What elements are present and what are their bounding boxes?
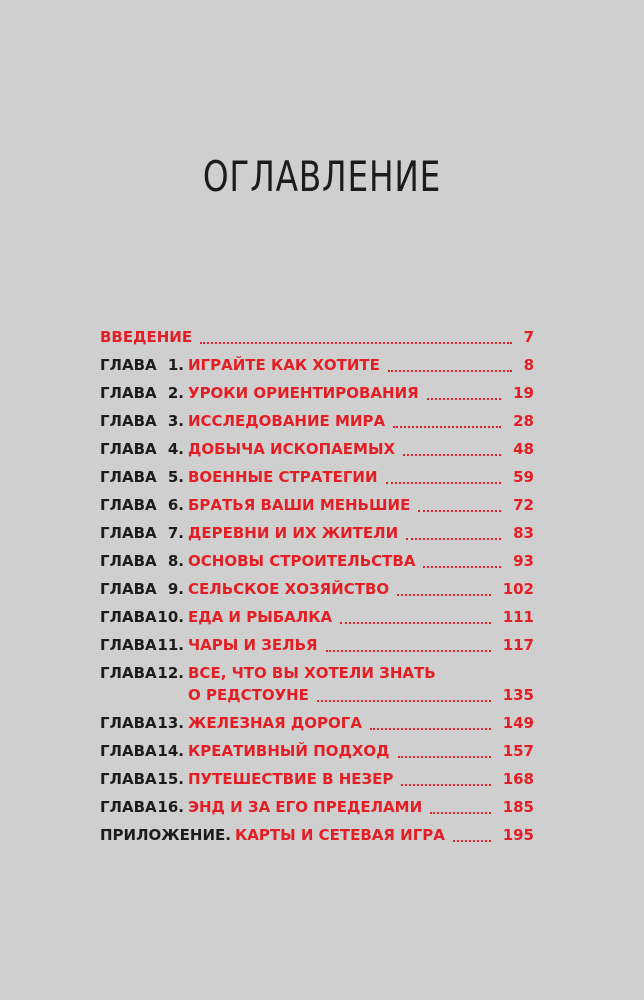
page-number: 83 <box>513 524 534 542</box>
page-number: 168 <box>502 770 534 788</box>
page-number: 149 <box>502 714 534 732</box>
chapter-label: ГЛАВА <box>100 664 157 682</box>
entry-title: ЭНД И ЗА ЕГО ПРЕДЕЛАМИ <box>188 798 423 816</box>
chapter-label: ГЛАВА <box>100 552 157 570</box>
chapter-label: ГЛАВА <box>100 770 157 788</box>
page-number: 185 <box>502 798 534 816</box>
chapter-label: ГЛАВА <box>100 384 157 402</box>
entry-title: ВОЕННЫЕ СТРАТЕГИИ <box>188 468 378 486</box>
toc-entry-chapter-12-cont[interactable] <box>100 683 534 707</box>
page-number: 102 <box>502 580 534 598</box>
entry-title: БРАТЬЯ ВАШИ МЕНЬШИЕ <box>188 496 411 514</box>
chapter-number: 2. <box>167 384 184 402</box>
entry-title: ДОБЫЧА ИСКОПАЕМЫХ <box>188 440 396 458</box>
toc-entry-chapter-12[interactable] <box>100 661 534 685</box>
appendix-label: ПРИЛОЖЕНИЕ. <box>100 826 231 844</box>
page-number: 93 <box>513 552 534 570</box>
chapter-label: ГЛАВА <box>100 524 157 542</box>
entry-title: КАРТЫ И СЕТЕВАЯ ИГРА <box>235 826 445 844</box>
entry-title: ИГРАЙТЕ КАК ХОТИТЕ <box>188 356 380 374</box>
chapter-label: ГЛАВА <box>100 580 157 598</box>
dot-leader <box>393 424 501 428</box>
page-title: ОГЛАВЛЕНИЕ <box>202 152 442 201</box>
toc-entry-chapter-11[interactable] <box>100 633 534 657</box>
toc-entry-chapter-15[interactable] <box>100 767 534 791</box>
entry-title: ЕДА И РЫБАЛКА <box>188 608 333 626</box>
chapter-number: 10. <box>157 608 184 626</box>
entry-title: ОСНОВЫ СТРОИТЕЛЬСТВА <box>188 552 416 570</box>
chapter-number: 14. <box>157 742 184 760</box>
entry-title: УРОКИ ОРИЕНТИРОВАНИЯ <box>188 384 419 402</box>
chapter-number: 9. <box>167 580 184 598</box>
page-number: 28 <box>513 412 534 430</box>
entry-title: КРЕАТИВНЫЙ ПОДХОД <box>188 742 390 760</box>
toc-entry-chapter-8[interactable] <box>100 549 534 573</box>
dot-leader <box>423 564 501 568</box>
entry-title: ВСЕ, ЧТО ВЫ ХОТЕЛИ ЗНАТЬ <box>188 664 436 682</box>
chapter-number: 13. <box>157 714 184 732</box>
page-number: 8 <box>523 356 534 374</box>
entry-title: ЖЕЛЕЗНАЯ ДОРОГА <box>188 714 362 732</box>
dot-leader <box>340 620 491 624</box>
chapter-number: 4. <box>167 440 184 458</box>
chapter-number: 8. <box>167 552 184 570</box>
toc-entry-chapter-14[interactable] <box>100 739 534 763</box>
toc-entry-chapter-3[interactable] <box>100 409 534 433</box>
chapter-label: ГЛАВА <box>100 714 157 732</box>
chapter-number: 16. <box>157 798 184 816</box>
toc-entry-chapter-10[interactable] <box>100 605 534 629</box>
dot-leader <box>397 592 491 596</box>
toc-entry-chapter-13[interactable] <box>100 711 534 735</box>
dot-leader <box>453 838 491 842</box>
page-number: 72 <box>513 496 534 514</box>
entry-title-continued: О РЕДСТОУНЕ <box>188 686 309 704</box>
chapter-number: 11. <box>157 636 184 654</box>
toc-entry-chapter-6[interactable] <box>100 493 534 517</box>
dot-leader <box>317 698 491 702</box>
chapter-label: ГЛАВА <box>100 440 157 458</box>
toc-entry-chapter-2[interactable] <box>100 381 534 405</box>
dot-leader <box>406 536 501 540</box>
entry-title: ИССЛЕДОВАНИЕ МИРА <box>188 412 386 430</box>
toc-entry-chapter-1[interactable] <box>100 353 534 377</box>
chapter-number: 12. <box>157 664 184 682</box>
toc-entry-chapter-7[interactable] <box>100 521 534 545</box>
page-number: 48 <box>513 440 534 458</box>
chapter-label: ГЛАВА <box>100 412 157 430</box>
entry-title: ПУТЕШЕСТВИЕ В НЕЗЕР <box>188 770 394 788</box>
dot-leader <box>427 396 501 400</box>
chapter-number: 7. <box>167 524 184 542</box>
dot-leader <box>388 368 512 372</box>
page-number: 195 <box>502 826 534 844</box>
toc-entry-chapter-9[interactable] <box>100 577 534 601</box>
chapter-number: 15. <box>157 770 184 788</box>
page-number: 135 <box>502 686 534 704</box>
chapter-label: ГЛАВА <box>100 636 157 654</box>
page-number: 59 <box>513 468 534 486</box>
chapter-label: ГЛАВА <box>100 496 157 514</box>
toc-entry-chapter-4[interactable] <box>100 437 534 461</box>
toc-entry-chapter-16[interactable] <box>100 795 534 819</box>
page-number: 157 <box>502 742 534 760</box>
chapter-number: 1. <box>167 356 184 374</box>
entry-title: СЕЛЬСКОЕ ХОЗЯЙСТВО <box>188 580 390 598</box>
chapter-label: ГЛАВА <box>100 798 157 816</box>
chapter-number: 5. <box>167 468 184 486</box>
entry-title: ВВЕДЕНИЕ <box>100 328 193 346</box>
page-number: 111 <box>502 608 534 626</box>
page-number: 117 <box>502 636 534 654</box>
chapter-label: ГЛАВА <box>100 742 157 760</box>
toc-entry-appendix[interactable] <box>100 823 534 847</box>
dot-leader <box>418 508 501 512</box>
dot-leader <box>430 810 491 814</box>
dot-leader <box>200 340 512 344</box>
dot-leader <box>370 726 491 730</box>
dot-leader <box>403 452 501 456</box>
dot-leader <box>326 648 491 652</box>
page-number: 7 <box>523 328 534 346</box>
chapter-number: 6. <box>167 496 184 514</box>
dot-leader <box>401 782 491 786</box>
entry-title: ДЕРЕВНИ И ИХ ЖИТЕЛИ <box>188 524 399 542</box>
entry-title: ЧАРЫ И ЗЕЛЬЯ <box>188 636 318 654</box>
dot-leader <box>398 754 491 758</box>
chapter-label: ГЛАВА <box>100 608 157 626</box>
dot-leader <box>386 480 501 484</box>
chapter-label: ГЛАВА <box>100 356 157 374</box>
toc-entry-intro[interactable] <box>100 325 534 349</box>
toc-entry-chapter-5[interactable] <box>100 465 534 489</box>
chapter-label: ГЛАВА <box>100 468 157 486</box>
page-number: 19 <box>513 384 534 402</box>
chapter-number: 3. <box>167 412 184 430</box>
